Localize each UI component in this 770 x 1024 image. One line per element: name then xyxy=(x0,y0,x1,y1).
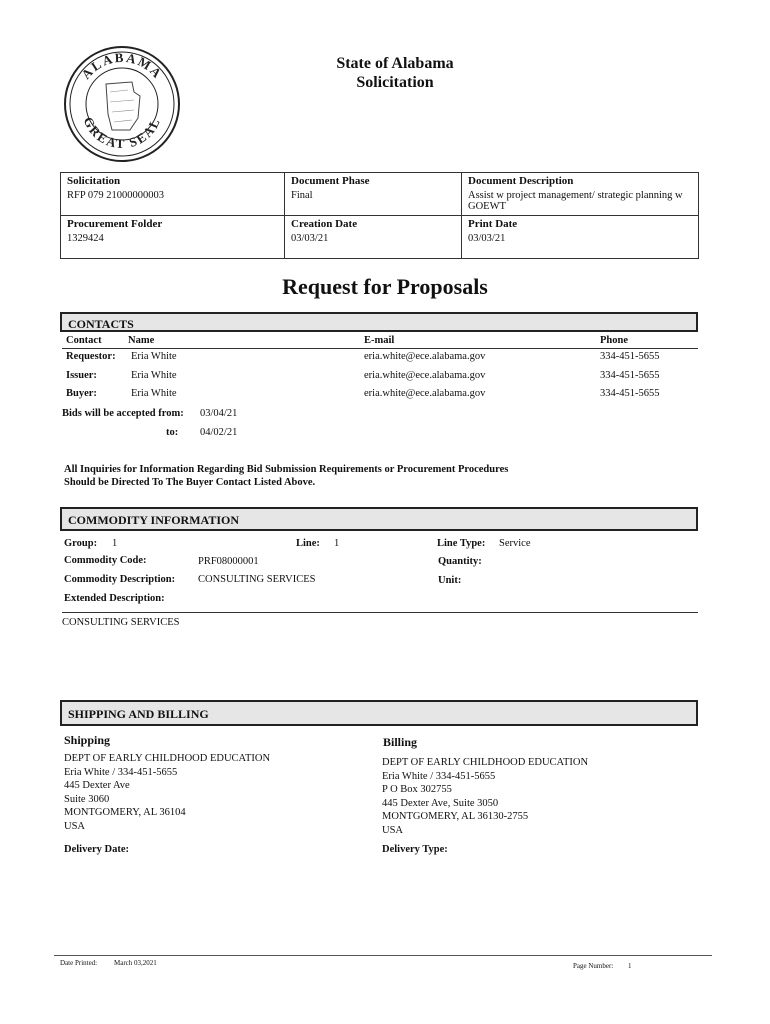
contact-email: eria.white@ece.alabama.gov xyxy=(364,370,486,381)
creation-label: Creation Date xyxy=(291,218,358,230)
contact-role: Requestor: xyxy=(66,351,116,362)
shipping-address xyxy=(64,752,270,833)
phase-value: Final xyxy=(291,190,313,201)
unit-label: Unit: xyxy=(438,575,462,586)
commodity-section-header: COMMODITY INFORMATION xyxy=(60,507,698,531)
document-title: Request for Proposals xyxy=(282,274,488,299)
great-seal-logo xyxy=(62,44,182,164)
folder-cell xyxy=(61,216,285,259)
billing-address-line: 445 Dexter Ave, Suite 3050 xyxy=(382,797,499,809)
date-printed-label: Date Printed: xyxy=(60,959,98,967)
shipping-address-line: MONTGOMERY, AL 36104 xyxy=(64,807,186,818)
extended-desc-value: CONSULTING SERVICES xyxy=(62,617,180,628)
shipping-address-line: Eria White / 334-451-5655 xyxy=(64,766,178,778)
contact-role: Buyer: xyxy=(66,388,97,399)
solicitation-cell xyxy=(61,173,285,216)
billing-address-line: USA xyxy=(382,824,404,836)
page-number-value: 1 xyxy=(628,962,632,970)
description-value: Assist w project management/ strategic planning w GOEWT xyxy=(468,190,683,212)
line-label: Line: xyxy=(296,538,320,549)
contacts-header-rule xyxy=(62,348,698,349)
commodity-code-value: PRF08000001 xyxy=(198,556,259,567)
contacts-col-name: Name xyxy=(128,335,155,346)
folder-value: 1329424 xyxy=(67,233,104,244)
page-title-solicitation: Solicitation xyxy=(356,74,434,91)
contact-phone: 334-451-5655 xyxy=(600,388,660,399)
commodity-desc-value: CONSULTING SERVICES xyxy=(198,574,316,585)
contact-phone: 334-451-5655 xyxy=(600,351,660,362)
shipping-address-line: USA xyxy=(64,820,86,832)
line-type-label: Line Type: xyxy=(437,538,486,549)
date-printed-value: March 03,2021 xyxy=(114,959,157,967)
seal-text-bottom: GREAT SEAL xyxy=(80,114,164,152)
print-value: 03/03/21 xyxy=(468,233,506,244)
delivery-date-label: Delivery Date: xyxy=(64,844,130,855)
contact-name: Eria White xyxy=(131,351,177,362)
contact-email: eria.white@ece.alabama.gov xyxy=(364,388,486,399)
line-type-value: Service xyxy=(499,538,531,549)
contacts-col-phone: Phone xyxy=(600,335,629,346)
commodity-desc-label: Commodity Description: xyxy=(64,574,176,585)
seal-text-top: ALABAMA xyxy=(78,49,166,82)
svg-text:ALABAMA xyxy=(78,50,166,82)
billing-label: Billing xyxy=(383,735,418,749)
inquiry-line-1: All Inquiries for Information Regarding Bid Submission Requirements or Procurement Procedures xyxy=(64,464,509,475)
delivery-type-label: Delivery Type: xyxy=(382,844,448,855)
commodity-code-label: Commodity Code: xyxy=(64,555,147,566)
contact-name: Eria White xyxy=(131,388,177,399)
contact-email: eria.white@ece.alabama.gov xyxy=(364,351,486,362)
contacts-col-email: E-mail xyxy=(364,335,395,346)
billing-address-line: DEPT OF EARLY CHILDHOOD EDUCATION xyxy=(382,757,589,768)
billing-address-line: Eria White / 334-451-5655 xyxy=(382,770,496,782)
print-cell xyxy=(462,216,699,259)
creation-cell xyxy=(285,216,462,259)
solicitation-label: Solicitation xyxy=(67,175,121,187)
group-label: Group: xyxy=(64,538,98,549)
svg-text:GREAT SEAL xyxy=(81,114,164,151)
bids-to-value: 04/02/21 xyxy=(200,427,238,438)
footer-rule xyxy=(54,955,712,956)
contacts-section-header: CONTACTS xyxy=(60,312,698,332)
extended-desc-label: Extended Description: xyxy=(64,593,165,604)
extended-desc-rule xyxy=(62,612,698,613)
contacts-col-contact: Contact xyxy=(66,335,102,346)
contact-role: Issuer: xyxy=(66,370,97,381)
shipping-section-header: SHIPPING AND BILLING xyxy=(60,700,698,726)
line-value: 1 xyxy=(334,538,340,549)
folder-label: Procurement Folder xyxy=(67,218,163,230)
contact-phone: 334-451-5655 xyxy=(600,370,660,381)
description-cell xyxy=(462,173,699,216)
shipping-address-line: DEPT OF EARLY CHILDHOOD EDUCATION xyxy=(64,753,271,764)
bids-to-label: to: xyxy=(166,427,179,438)
solicitation-info-table xyxy=(60,172,699,259)
billing-address-line: P O Box 302755 xyxy=(382,784,452,795)
phase-cell xyxy=(285,173,462,216)
bids-from-label: Bids will be accepted from: xyxy=(62,408,184,419)
solicitation-value: RFP 079 21000000003 xyxy=(67,190,165,201)
phase-label: Document Phase xyxy=(291,175,370,187)
shipping-address-line: Suite 3060 xyxy=(64,793,110,805)
group-value: 1 xyxy=(112,538,118,549)
contact-name: Eria White xyxy=(131,370,177,381)
shipping-label: Shipping xyxy=(64,733,111,747)
print-label: Print Date xyxy=(468,218,518,230)
quantity-label: Quantity: xyxy=(438,556,482,567)
inquiry-line-2: Should be Directed To The Buyer Contact Listed Above. xyxy=(64,477,316,488)
billing-address xyxy=(382,756,588,837)
page-number-label: Page Number: xyxy=(573,962,614,970)
shipping-address-line: 445 Dexter Ave xyxy=(64,780,130,791)
creation-value: 03/03/21 xyxy=(291,233,329,244)
bids-from-value: 03/04/21 xyxy=(200,408,238,419)
page-title-state: State of Alabama xyxy=(336,55,454,72)
description-label: Document Description xyxy=(468,175,574,187)
billing-address-line: MONTGOMERY, AL 36130-2755 xyxy=(382,811,529,822)
